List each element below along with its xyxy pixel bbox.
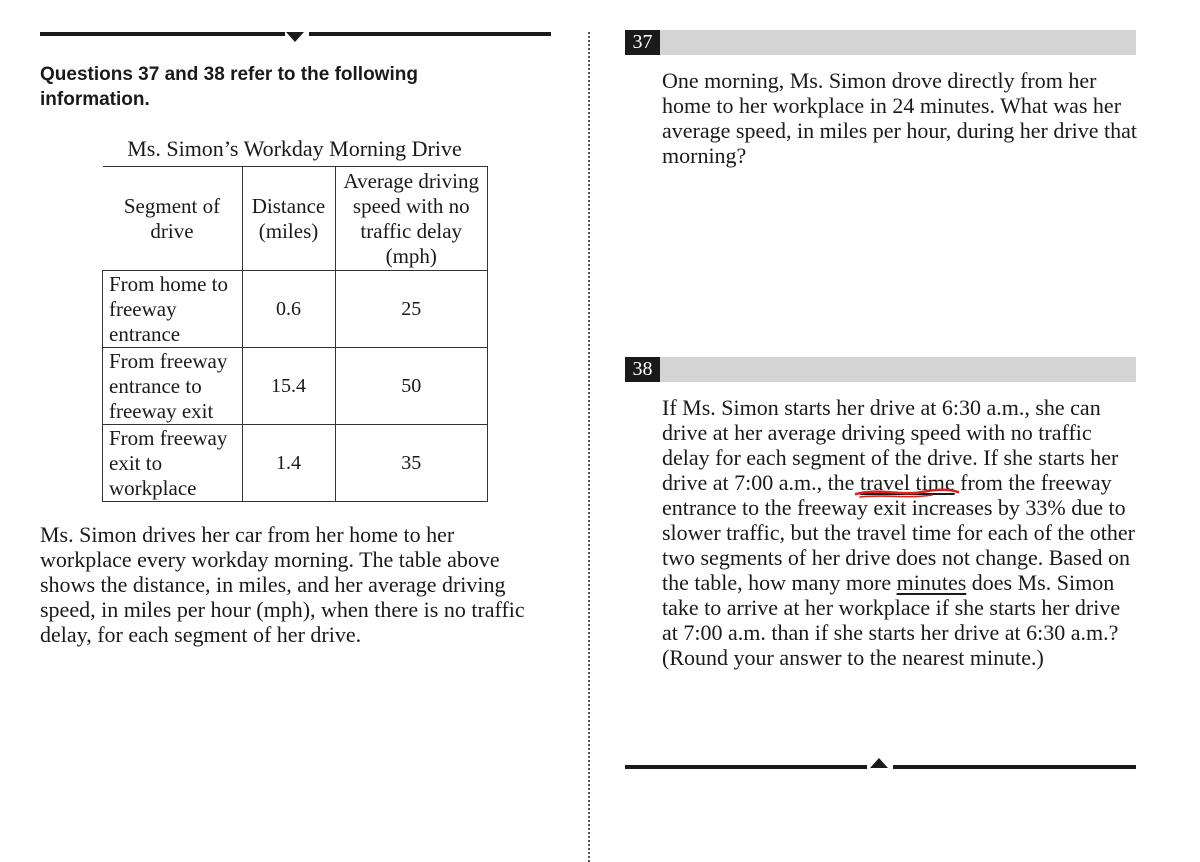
question-37-number: 37	[625, 30, 660, 55]
question-38-text-part-b: from the freeway entrance to the freeway exit increases by 33% due to slower traffic, but the travel time for each of the other two segments of her drive does not change. Based on the table, how many more	[662, 470, 1136, 595]
header-speed: Average driving speed with no traffic delay (mph)	[335, 167, 488, 271]
drive-table	[102, 166, 488, 502]
underlined-minutes: minutes	[896, 570, 967, 595]
down-pointer-icon	[286, 32, 304, 42]
table-row	[103, 271, 488, 348]
top-rule-left	[40, 32, 285, 36]
top-rule-right	[309, 32, 551, 36]
speed-cell: 50	[335, 348, 488, 425]
question-38-text-part-c: does Ms. Simon take to arrive at her workplace if she starts her drive at 7:00 a.m. than if she starts her drive at 6:30 a.m.? (Round your answer to the nearest minute.)	[662, 570, 1121, 670]
question-37-header	[625, 30, 1136, 55]
bottom-rule-left	[625, 765, 867, 769]
page-divider	[588, 32, 590, 862]
distance-cell: 0.6	[242, 271, 335, 348]
segment-cell: From home to freeway entrance	[103, 271, 243, 348]
segment-cell: From freeway exit to workplace	[103, 425, 243, 502]
table-title: Ms. Simon’s Workday Morning Drive	[127, 136, 462, 161]
bottom-rule-right	[893, 765, 1136, 769]
segment-cell: From freeway entrance to freeway exit	[103, 348, 243, 425]
question-38-text-part-a: If Ms. Simon starts her drive at 6:30 a.m., she can drive at her average driving speed with no traffic delay for each segment of the drive. If she starts her drive at 7:00 a.m., the	[662, 395, 1119, 495]
table-row	[103, 425, 488, 502]
question-37-text: One morning, Ms. Simon drove directly from her home to her workplace in 24 minutes. What was her average speed, in miles per hour, during her drive that morning?	[662, 68, 1138, 168]
distance-cell: 15.4	[242, 348, 335, 425]
header-distance: Distance (miles)	[242, 167, 335, 271]
table-row	[103, 348, 488, 425]
question-38-number: 38	[625, 357, 660, 382]
distance-cell: 1.4	[242, 425, 335, 502]
speed-cell: 25	[335, 271, 488, 348]
question-38-text	[662, 395, 1137, 670]
header-segment: Segment of drive	[103, 167, 243, 271]
speed-cell: 35	[335, 425, 488, 502]
table-header-row	[103, 167, 488, 271]
question-38-header	[625, 357, 1136, 382]
red-pen-mark	[852, 482, 962, 502]
scenario-paragraph: Ms. Simon drives her car from her home to her workplace every workday morning. The table above shows the distance, in miles, and her average driving speed, in miles per hour (mph), when there is no traffic delay, for each segment of her drive.	[40, 522, 525, 647]
questions-intro: Questions 37 and 38 refer to the following information.	[40, 64, 418, 110]
up-pointer-icon	[870, 758, 888, 768]
underlined-travel-time: travel time	[859, 470, 955, 495]
